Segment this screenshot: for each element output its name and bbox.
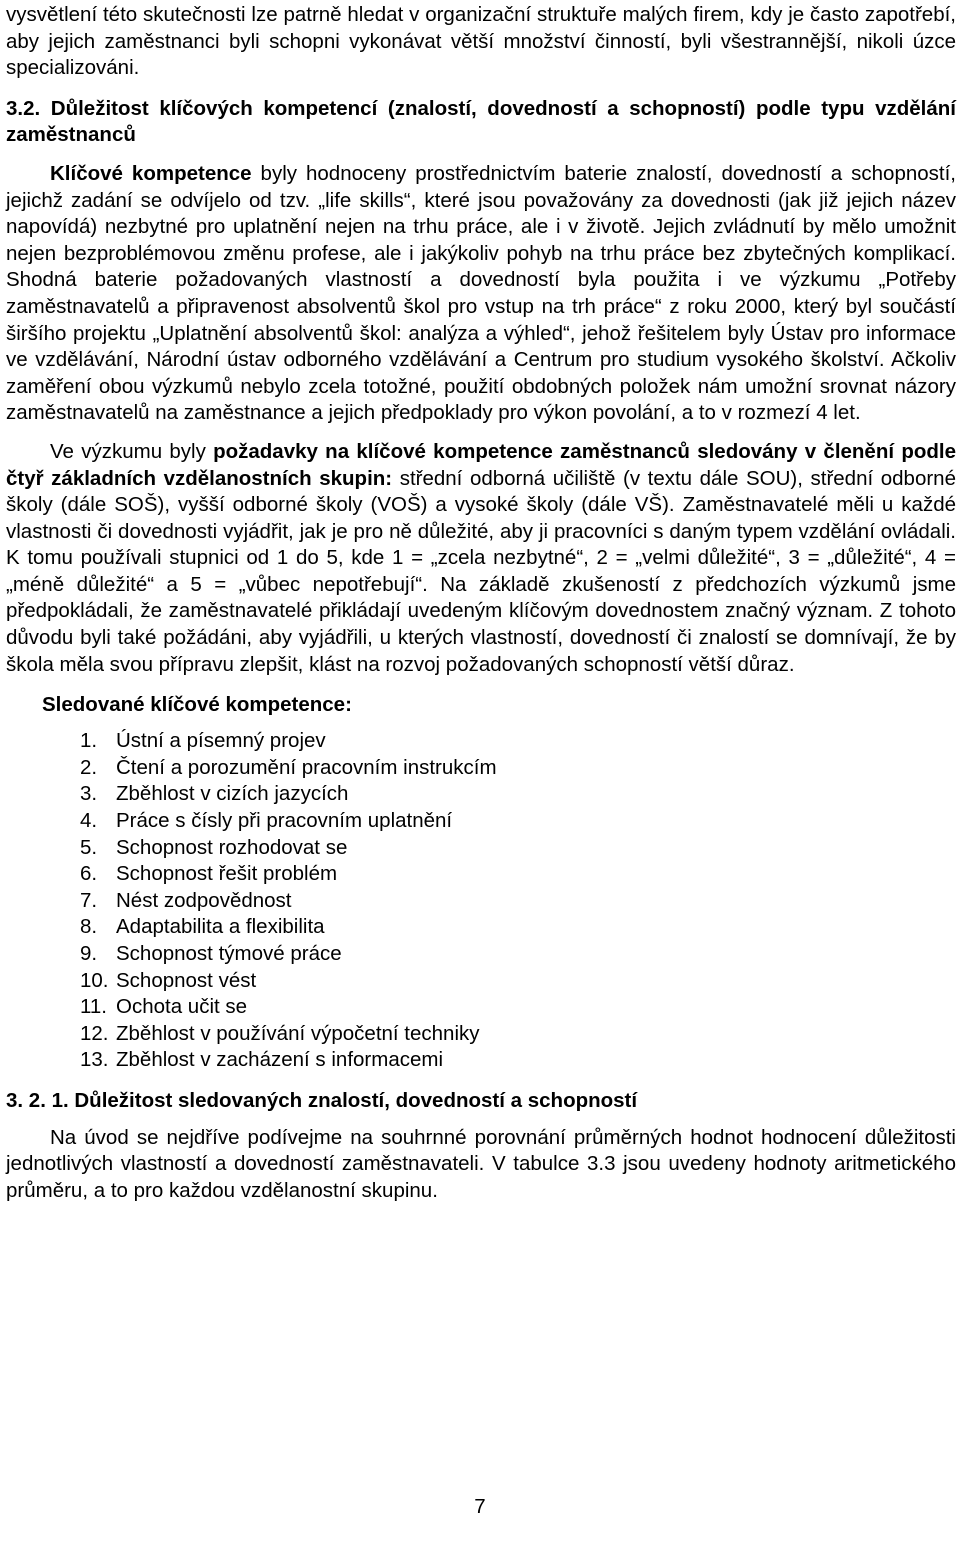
list-item bbox=[6, 968, 956, 995]
list-item bbox=[6, 728, 956, 755]
list-item bbox=[6, 888, 956, 915]
list-item-number: 4. bbox=[80, 809, 98, 833]
list-item-number: 12. bbox=[80, 1021, 109, 1045]
list-item bbox=[6, 755, 956, 782]
document-page bbox=[6, 0, 956, 1204]
list-item bbox=[6, 1021, 956, 1048]
section-heading-3-2: 3.2. Důležitost klíčových kompetencí (znalostí, dovedností a schopností) podle typu vzdělání zaměstnanců bbox=[6, 96, 956, 147]
list-item bbox=[6, 781, 956, 808]
competences-list-heading: Sledované klíčové kompetence: bbox=[42, 693, 352, 717]
list-item bbox=[6, 914, 956, 941]
list-item-number: 5. bbox=[80, 835, 98, 859]
list-item-label: Zběhlost v používání výpočetní techniky bbox=[116, 1021, 480, 1045]
competences-list bbox=[6, 728, 956, 1074]
list-item-label: Schopnost vést bbox=[116, 968, 257, 992]
list-item bbox=[6, 861, 956, 888]
list-item-number: 6. bbox=[80, 862, 98, 886]
list-item-label: Ochota učit se bbox=[116, 995, 248, 1019]
paragraph-research-start: Ve výzkumu byly bbox=[50, 439, 214, 463]
list-item-label: Schopnost řešit problém bbox=[116, 862, 338, 886]
list-item-label: Ústní a písemný projev bbox=[116, 729, 326, 753]
list-item bbox=[6, 835, 956, 862]
list-item bbox=[6, 994, 956, 1021]
key-competences-term: Klíčové kompetence bbox=[50, 161, 252, 185]
list-item bbox=[6, 941, 956, 968]
list-item-number: 11. bbox=[80, 995, 107, 1019]
section-heading-3-2-1: 3. 2. 1. Důležitost sledovaných znalostí, dovedností a schopností bbox=[6, 1088, 638, 1112]
paragraph-research-text: střední odborná učiliště (v textu dále SOU), střední odborné školy (dále SOŠ), vyšší odborné školy (VOŠ) a vysoké školy (dále VŠ). Zaměstnavatelé měli u každé vlastnosti či dovednosti vyjádřit, jak je pro ně důležité, aby ji pracovníci s daným typem vzdělání ovládali. K tomu používali stupnici od 1 do 5, kde 1 = „zcela nezbytné“, 2 = „velmi důležité“, 3 = „důležité“, 4 = „méně důležité“ a 5 = „vůbec nepotřebují“. Na základě zkušeností z předchozích výzkumů jsme předpokládali, že zaměstnavatelé přikládají uvedeným klíčovým dovednostem značný význam. Z tohoto důvodu byli také požádáni, aby vyjádřili, u kterých vlastností, dovedností či znalostí se domnívají, že by škola měla svou přípravu zlepšit, klást na rozvoj požadovaných schopností větší důraz. bbox=[6, 466, 956, 676]
list-item-label: Čtení a porozumění pracovním instrukcím bbox=[116, 755, 497, 779]
list-item-label: Zběhlost v zacházení s informacemi bbox=[116, 1048, 443, 1072]
list-item-label: Zběhlost v cizích jazycích bbox=[116, 782, 349, 806]
page-number: 7 bbox=[474, 1495, 486, 1518]
list-item bbox=[6, 808, 956, 835]
intro-paragraph: vysvětlení této skutečnosti lze patrně hledat v organizační struktuře malých firem, kdy je často zapotřebí, aby jejich zaměstnanci byli schopni vykonávat větší množství činností, byli všestrannější, nikoli úzce specializováni. bbox=[6, 3, 956, 80]
list-item-label: Nést zodpovědnost bbox=[116, 888, 292, 912]
list-item-number: 1. bbox=[80, 729, 98, 753]
list-item-label: Adaptabilita a flexibilita bbox=[116, 915, 325, 939]
list-item-number: 10. bbox=[80, 968, 109, 992]
paragraph-key-competences-text: byly hodnoceny prostřednictvím baterie znalostí, dovedností a schopností, jejichž zadání se odvíjelo od tzv. „life skills“, které jsou považovány za dovednosti (jak již jejich název napovídá) nezbytné pro uplatnění nejen na trhu práce, ale i v životě. Jejich zvládnutí by mělo umožnit nejen bezproblémovou změnu profese, ale i jakýkoliv pohyb na trhu práce bez zbytečných komplikací. Shodná baterie požadovaných vlastností a dovedností byla použita i ve výzkumu „Potřeby zaměstnavatelů a připravenost absolventů škol pro vstup na trh práce“ z roku 2000, který byl součástí širšího projektu „Uplatnění absolventů škol: analýza a výhled“, jehož řešitelem byly Ústav pro informace ve vzdělávání, Národní ústav odborného vzdělávání a Centrum pro studium vysokého školství. Ačkoliv zaměření obou výzkumů nebylo zcela totožné, použití obdobných položek nám umožní srovnat názory zaměstnavatelů na zaměstnance a jejich předpoklady pro výkon povolání, a to v rozmezí 4 let. bbox=[6, 161, 956, 425]
list-item-label: Schopnost týmové práce bbox=[116, 942, 342, 965]
list-item-number: 8. bbox=[80, 915, 98, 939]
list-item-number: 9. bbox=[80, 942, 98, 965]
list-item-number: 7. bbox=[80, 888, 98, 912]
list-item-number: 13. bbox=[80, 1048, 109, 1072]
list-item-number: 2. bbox=[80, 755, 98, 779]
list-item-label: Schopnost rozhodovat se bbox=[116, 835, 348, 859]
paragraph-research-groups bbox=[6, 439, 956, 678]
list-item-label: Práce s čísly při pracovním uplatnění bbox=[116, 809, 453, 833]
paragraph-research-bold: požadavky na klíčové kompetence zaměstnanců sledovány v členění podle čtyř základních vzdělanostních skupin: bbox=[6, 439, 956, 490]
paragraph-average-values: Na úvod se nejdříve podívejme na souhrnné porovnání průměrných hodnot hodnocení důležitosti jednotlivých vlastností a dovedností zaměstnavateli. V tabulce 3.3 jsou uvedeny hodnoty aritmetického průměru, a to pro každou vzdělanostní skupinu. bbox=[6, 1125, 956, 1202]
paragraph-key-competences bbox=[6, 161, 956, 427]
list-item bbox=[6, 1047, 956, 1074]
list-item-number: 3. bbox=[80, 782, 98, 806]
